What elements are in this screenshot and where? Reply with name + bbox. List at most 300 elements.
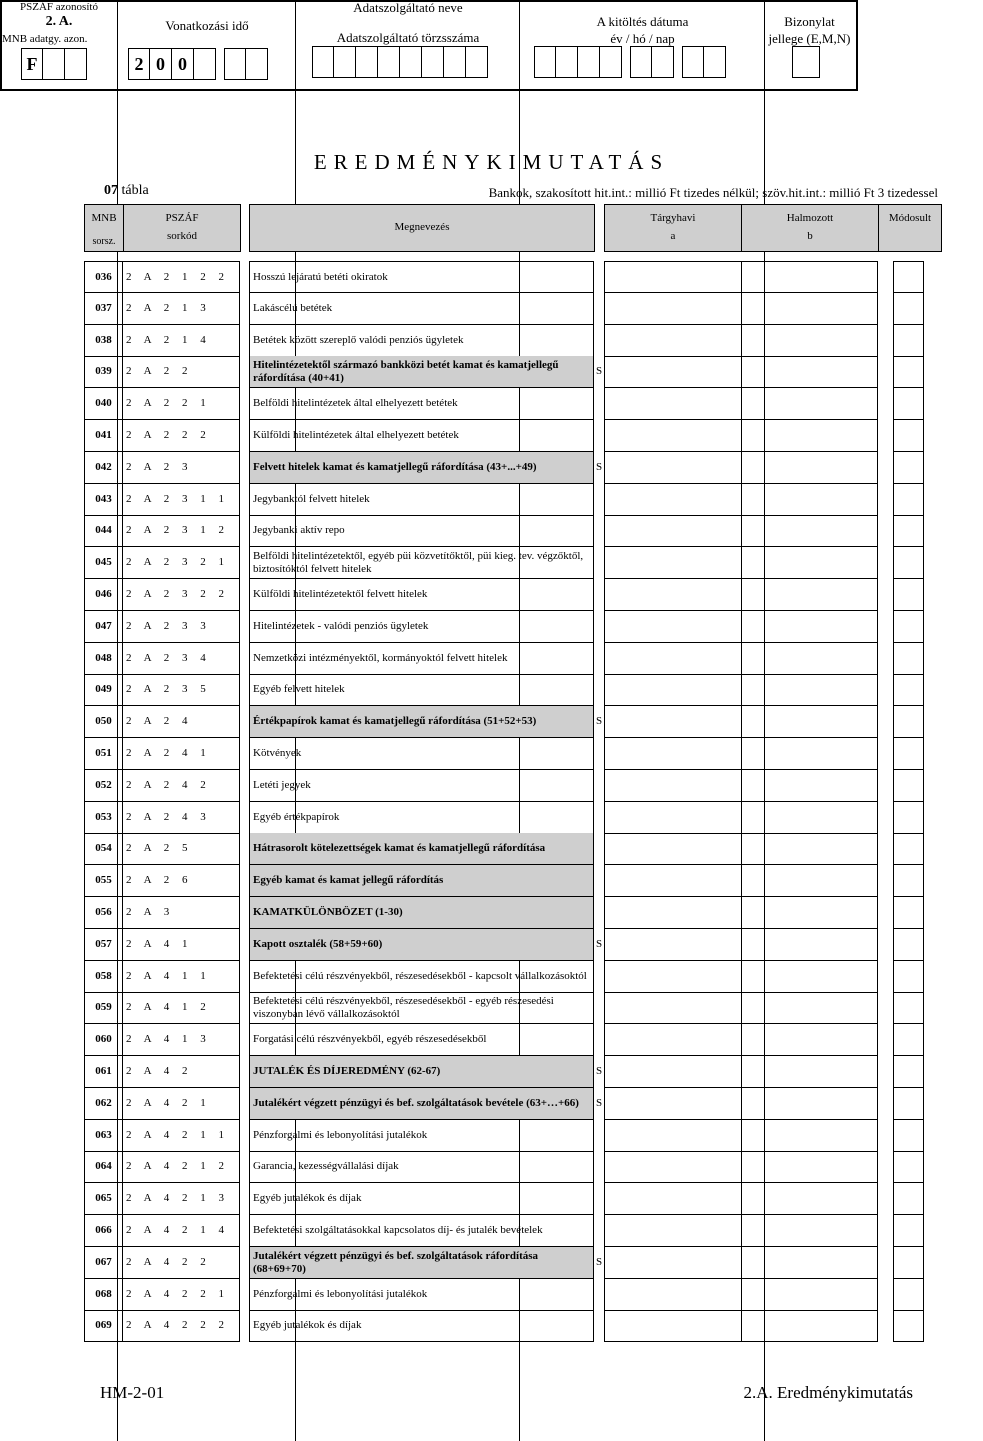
table-row (0, 674, 983, 706)
col-current-label: Tárgyhavi (650, 212, 696, 224)
row-modified-input[interactable] (893, 706, 924, 738)
row-current-input[interactable] (604, 293, 742, 325)
row-cumulative-input[interactable] (741, 674, 878, 706)
table-row (0, 1215, 983, 1247)
row-name: Garancia, kezességvállalási díjak (249, 1151, 594, 1183)
row-name: Jegybanki aktív repo (249, 515, 594, 547)
table-row (0, 420, 983, 452)
row-name: Befektetési szolgáltatásokkal kapcsolatos díj- és jutalék bevételek (249, 1215, 594, 1247)
table-row (0, 802, 983, 834)
row-current-input[interactable] (604, 388, 742, 420)
row-name: Nemzetközi intézményektől, kormányoktól felvett hitelek (249, 643, 594, 675)
row-current-input[interactable] (604, 1056, 742, 1088)
row-current-input[interactable] (604, 1024, 742, 1056)
row-modified-input[interactable] (893, 961, 924, 993)
row-cumulative-input[interactable] (741, 643, 878, 675)
table-row (0, 643, 983, 675)
row-cumulative-input[interactable] (741, 1215, 878, 1247)
row-name: Pénzforgalmi és lebonyolítási jutalékok (249, 1120, 594, 1152)
table-row (0, 706, 983, 738)
pszaf-id-value: 2. A. (45, 14, 73, 29)
row-number: 039 (84, 356, 123, 388)
table-row (0, 1279, 983, 1311)
row-name: Külföldi hitelintézetek által elhelyezett betétek (249, 420, 594, 452)
reg-box[interactable] (312, 46, 334, 78)
table-row (0, 388, 983, 420)
row-code: 2 A 2 1 3 (123, 293, 240, 325)
row-modified-input[interactable] (893, 1247, 924, 1279)
row-modified-input[interactable] (893, 325, 924, 357)
row-name: Külföldi hitelintézetektől felvett hitelek (249, 579, 594, 611)
row-name: Betétek között szereplő valódi penziós ügyletek (249, 325, 594, 357)
row-modified-input[interactable] (893, 1024, 924, 1056)
reg-box[interactable] (356, 46, 378, 78)
row-name: Egyéb felvett hitelek (249, 674, 594, 706)
row-code: 2 A 4 2 1 1 (123, 1120, 240, 1152)
row-modified-input[interactable] (893, 802, 924, 834)
col-name-label: Megnevezés (394, 221, 450, 233)
row-number: 060 (84, 1024, 123, 1056)
table-row (0, 1247, 983, 1279)
row-number: 046 (84, 579, 123, 611)
row-modified-input[interactable] (893, 1088, 924, 1120)
row-number: 049 (84, 674, 123, 706)
mnb-input[interactable] (21, 48, 87, 80)
row-cumulative-input[interactable] (741, 1279, 878, 1311)
row-current-input[interactable] (604, 961, 742, 993)
row-modified-input[interactable] (893, 484, 924, 516)
row-current-input[interactable] (604, 420, 742, 452)
table-word: tábla (121, 183, 149, 198)
row-number: 064 (84, 1151, 123, 1183)
row-name: Egyéb értékpapírok (249, 802, 594, 834)
row-cumulative-input[interactable] (741, 770, 878, 802)
row-current-input[interactable] (604, 1120, 742, 1152)
table-row (0, 1151, 983, 1183)
row-code: 2 A 2 4 2 (123, 770, 240, 802)
date-year-box[interactable] (556, 46, 578, 78)
table-row (0, 579, 983, 611)
row-number: 036 (84, 261, 123, 293)
date-month-box[interactable] (630, 46, 652, 78)
row-code: 2 A 4 2 1 4 (123, 1215, 240, 1247)
table-row (0, 770, 983, 802)
col-cumulative-sub: b (807, 230, 813, 242)
row-cumulative-input[interactable] (741, 1024, 878, 1056)
row-modified-input[interactable] (893, 452, 924, 484)
row-code: 2 A 4 2 2 (123, 1247, 240, 1279)
ref-time-digit-1[interactable]: 2 (128, 48, 150, 80)
row-cumulative-input[interactable] (741, 833, 878, 865)
date-input[interactable] (534, 46, 726, 78)
form-header (0, 0, 858, 91)
provider-name-label: Adatszolgáltató neve (353, 0, 463, 15)
ref-time-digit-3[interactable]: 0 (172, 48, 194, 80)
date-year-box[interactable] (534, 46, 556, 78)
row-cumulative-input[interactable] (741, 420, 878, 452)
row-sum-flag: S (596, 1065, 603, 1077)
row-modified-input[interactable] (893, 929, 924, 961)
row-code: 2 A 2 4 1 (123, 738, 240, 770)
row-number: 044 (84, 515, 123, 547)
ref-time-digit-4[interactable] (194, 48, 216, 80)
row-number: 058 (84, 961, 123, 993)
row-modified-input[interactable] (893, 1215, 924, 1247)
row-number: 056 (84, 897, 123, 929)
row-number: 063 (84, 1120, 123, 1152)
row-number: 067 (84, 1247, 123, 1279)
row-name: Hosszú lejáratú betéti okiratok (249, 261, 594, 293)
row-modified-input[interactable] (893, 261, 924, 293)
table-row (0, 1088, 983, 1120)
row-current-input[interactable] (604, 992, 742, 1024)
row-name: Kapott osztalék (58+59+60) (249, 929, 594, 961)
row-code: 2 A 2 3 5 (123, 674, 240, 706)
row-name: Belföldi hitelintézetek által elhelyezett betétek (249, 388, 594, 420)
provider-reg-label: Adatszolgáltató törzsszáma (336, 30, 480, 45)
date-label: A kitöltés dátuma (596, 14, 689, 29)
row-modified-input[interactable] (893, 579, 924, 611)
row-modified-input[interactable] (893, 738, 924, 770)
row-cumulative-input[interactable] (741, 706, 878, 738)
row-modified-input[interactable] (893, 293, 924, 325)
row-current-input[interactable] (604, 261, 742, 293)
col-mnb-label: MNB (91, 212, 117, 224)
row-code: 2 A 3 (123, 897, 240, 929)
row-modified-input[interactable] (893, 770, 924, 802)
page-title: EREDMÉNYKIMUTATÁS (313, 150, 670, 174)
row-sum-flag: S (596, 461, 603, 473)
row-current-input[interactable] (604, 1088, 742, 1120)
row-current-input[interactable] (604, 547, 742, 579)
row-code: 2 A 2 1 4 (123, 325, 240, 357)
date-sub-label: év / hó / nap (610, 31, 675, 46)
row-sum-flag: S (596, 1097, 603, 1109)
row-modified-input[interactable] (893, 1120, 924, 1152)
table-number-value: 07 (104, 183, 118, 198)
col-pszaf-label: PSZÁF (165, 212, 199, 224)
row-name: Befektetési célú részvényekből, részesedésekből - kapcsolt vállalkozásoktól (249, 961, 594, 993)
row-current-input[interactable] (604, 1247, 742, 1279)
mnb-box-2[interactable] (43, 48, 65, 80)
row-modified-input[interactable] (893, 515, 924, 547)
row-current-input[interactable] (604, 1151, 742, 1183)
row-cumulative-input[interactable] (741, 1151, 878, 1183)
row-name: Befektetési célú részvényekből, részesedésekből - egyéb részesedési viszonyban lévő vállalkozásoktól (249, 992, 594, 1024)
row-code: 2 A 2 2 1 (123, 388, 240, 420)
row-modified-input[interactable] (893, 674, 924, 706)
row-current-input[interactable] (604, 1183, 742, 1215)
row-code: 2 A 4 2 1 2 (123, 1151, 240, 1183)
row-code: 2 A 4 2 (123, 1056, 240, 1088)
row-code: 2 A 2 3 1 2 (123, 515, 240, 547)
row-number: 062 (84, 1088, 123, 1120)
row-code: 2 A 4 1 2 (123, 992, 240, 1024)
row-current-input[interactable] (604, 452, 742, 484)
row-number: 051 (84, 738, 123, 770)
row-number: 047 (84, 611, 123, 643)
row-code: 2 A 2 4 (123, 706, 240, 738)
table-row (0, 547, 983, 579)
row-cumulative-input[interactable] (741, 1056, 878, 1088)
row-cumulative-input[interactable] (741, 611, 878, 643)
row-name: Pénzforgalmi és lebonyolítási jutalékok (249, 1279, 594, 1311)
row-cumulative-input[interactable] (741, 356, 878, 388)
reg-box[interactable] (400, 46, 422, 78)
row-code: 2 A 2 1 2 2 (123, 261, 240, 293)
row-code: 2 A 2 6 (123, 865, 240, 897)
row-cumulative-input[interactable] (741, 325, 878, 357)
table-row (0, 897, 983, 929)
row-current-input[interactable] (604, 929, 742, 961)
ref-time-digit-6[interactable] (246, 48, 268, 80)
table-row (0, 611, 983, 643)
row-modified-input[interactable] (893, 1151, 924, 1183)
row-current-input[interactable] (604, 1310, 742, 1342)
row-name: Egyéb kamat és kamat jellegű ráfordítás (249, 865, 594, 897)
row-name: Forgatási célú részvényekből, egyéb részesedésekből (249, 1024, 594, 1056)
row-number: 041 (84, 420, 123, 452)
row-modified-input[interactable] (893, 865, 924, 897)
row-modified-input[interactable] (893, 356, 924, 388)
table-row (0, 738, 983, 770)
date-month-box[interactable] (652, 46, 674, 78)
row-cumulative-input[interactable] (741, 865, 878, 897)
col-cumulative-label: Halmozott (786, 212, 834, 224)
doc-type-label: Bizonylat (784, 14, 835, 29)
date-day-box[interactable] (704, 46, 726, 78)
row-name: Jegybanktól felvett hitelek (249, 484, 594, 516)
row-cumulative-input[interactable] (741, 961, 878, 993)
reg-box[interactable] (334, 46, 356, 78)
table-row (0, 1056, 983, 1088)
row-current-input[interactable] (604, 770, 742, 802)
row-cumulative-input[interactable] (741, 992, 878, 1024)
row-sum-flag: S (596, 365, 603, 377)
footer-form-code: HM-2-01 (100, 1383, 165, 1402)
row-name: Hitelintézetektől származó bankközi betét kamat és kamatjellegű ráfordítása (40+41) (249, 356, 594, 388)
row-modified-input[interactable] (893, 611, 924, 643)
row-name: Hátrasorolt kötelezettségek kamat és kamatjellegű ráfordítása (249, 833, 594, 865)
row-number: 055 (84, 865, 123, 897)
row-number: 068 (84, 1279, 123, 1311)
mnb-box-1[interactable]: F (21, 48, 43, 80)
col-current-header (604, 204, 742, 252)
table-row (0, 833, 983, 865)
row-code: 2 A 2 2 (123, 356, 240, 388)
doc-type-box[interactable] (792, 46, 820, 78)
col-modified-header (878, 204, 942, 252)
date-year-box[interactable] (600, 46, 622, 78)
row-number: 069 (84, 1310, 123, 1342)
row-modified-input[interactable] (893, 1279, 924, 1311)
table-row (0, 293, 983, 325)
row-name: Egyéb jutalékok és díjak (249, 1310, 594, 1342)
row-modified-input[interactable] (893, 547, 924, 579)
row-name: Hitelintézetek - valódi penziós ügyletek (249, 611, 594, 643)
row-current-input[interactable] (604, 802, 742, 834)
reg-box[interactable] (422, 46, 444, 78)
doc-type-sub-label: jellege (E,M,N) (768, 31, 851, 46)
pszaf-id-label: PSZÁF azonosító (20, 1, 98, 13)
col-name-header (249, 204, 595, 252)
reg-box[interactable] (466, 46, 488, 78)
row-cumulative-input[interactable] (741, 579, 878, 611)
row-current-input[interactable] (604, 1279, 742, 1311)
row-modified-input[interactable] (893, 388, 924, 420)
row-code: 2 A 4 2 2 2 (123, 1310, 240, 1342)
mnb-label: MNB adatgy. azon. (2, 33, 88, 45)
row-cumulative-input[interactable] (741, 1088, 878, 1120)
table-row (0, 865, 983, 897)
ref-time-label: Vonatkozási idő (165, 18, 249, 33)
row-code: 2 A 4 1 3 (123, 1024, 240, 1056)
row-code: 2 A 2 3 2 1 (123, 547, 240, 579)
footer-title: 2.A. Eredménykimutatás (743, 1383, 913, 1402)
reg-box[interactable] (444, 46, 466, 78)
row-code: 2 A 2 4 3 (123, 802, 240, 834)
table-row (0, 1183, 983, 1215)
row-current-input[interactable] (604, 643, 742, 675)
row-code: 2 A 2 3 4 (123, 643, 240, 675)
row-cumulative-input[interactable] (741, 929, 878, 961)
row-number: 059 (84, 992, 123, 1024)
row-number: 043 (84, 484, 123, 516)
col-pszaf-header (123, 204, 241, 252)
col-pszaf-sub: sorkód (167, 230, 197, 242)
units-note: Bankok, szakosított hit.int.: millió Ft tizedes nélkül; szöv.hit.int.: millió Ft 3 tizedessel (488, 185, 938, 200)
ref-time-digit-5[interactable] (224, 48, 246, 80)
row-number: 054 (84, 833, 123, 865)
table-row (0, 1310, 983, 1342)
doc-type-input[interactable] (792, 46, 820, 78)
table-row (0, 452, 983, 484)
row-number: 048 (84, 643, 123, 675)
row-code: 2 A 2 2 2 (123, 420, 240, 452)
row-number: 040 (84, 388, 123, 420)
row-cumulative-input[interactable] (741, 802, 878, 834)
table-row (0, 929, 983, 961)
reg-box[interactable] (378, 46, 400, 78)
col-cumulative-header (741, 204, 879, 252)
row-code: 2 A 2 3 2 2 (123, 579, 240, 611)
row-cumulative-input[interactable] (741, 897, 878, 929)
table-number (104, 183, 149, 199)
row-code: 2 A 4 2 2 1 (123, 1279, 240, 1311)
date-day-box[interactable] (682, 46, 704, 78)
row-current-input[interactable] (604, 1215, 742, 1247)
row-current-input[interactable] (604, 579, 742, 611)
row-sum-flag: S (596, 715, 603, 727)
col-current-sub: a (670, 230, 676, 242)
row-cumulative-input[interactable] (741, 293, 878, 325)
row-current-input[interactable] (604, 674, 742, 706)
col-mnb-sub: sorsz. (92, 236, 116, 247)
row-current-input[interactable] (604, 611, 742, 643)
row-name: Értékpapírok kamat és kamatjellegű ráfordítása (51+52+53) (249, 706, 594, 738)
row-current-input[interactable] (604, 515, 742, 547)
row-number: 037 (84, 293, 123, 325)
date-year-box[interactable] (578, 46, 600, 78)
row-modified-input[interactable] (893, 1183, 924, 1215)
row-code: 2 A 2 3 3 (123, 611, 240, 643)
ref-time-digit-2[interactable]: 0 (150, 48, 172, 80)
row-current-input[interactable] (604, 706, 742, 738)
row-name: Belföldi hitelintézetektől, egyéb püi közvetítőktől, püi kieg. tev. végzőktől, biztosítóktól felvett hitelek (249, 547, 594, 579)
row-cumulative-input[interactable] (741, 547, 878, 579)
row-number: 065 (84, 1183, 123, 1215)
row-cumulative-input[interactable] (741, 452, 878, 484)
row-name: Letéti jegyek (249, 770, 594, 802)
table-row (0, 1120, 983, 1152)
row-cumulative-input[interactable] (741, 261, 878, 293)
row-number: 057 (84, 929, 123, 961)
row-modified-input[interactable] (893, 992, 924, 1024)
row-cumulative-input[interactable] (741, 1183, 878, 1215)
row-cumulative-input[interactable] (741, 1310, 878, 1342)
ref-time-input[interactable] (128, 48, 268, 80)
row-number: 066 (84, 1215, 123, 1247)
row-modified-input[interactable] (893, 643, 924, 675)
row-cumulative-input[interactable] (741, 515, 878, 547)
row-modified-input[interactable] (893, 1056, 924, 1088)
row-code: 2 A 4 1 1 (123, 961, 240, 993)
table-row (0, 961, 983, 993)
row-number: 042 (84, 452, 123, 484)
row-name: Egyéb jutalékok és díjak (249, 1183, 594, 1215)
row-current-input[interactable] (604, 325, 742, 357)
row-cumulative-input[interactable] (741, 388, 878, 420)
row-number: 050 (84, 706, 123, 738)
row-current-input[interactable] (604, 484, 742, 516)
row-current-input[interactable] (604, 356, 742, 388)
row-modified-input[interactable] (893, 897, 924, 929)
row-current-input[interactable] (604, 865, 742, 897)
row-modified-input[interactable] (893, 833, 924, 865)
row-code: 2 A 4 2 1 (123, 1088, 240, 1120)
row-number: 053 (84, 802, 123, 834)
row-cumulative-input[interactable] (741, 1120, 878, 1152)
table-row (0, 484, 983, 516)
mnb-box-3[interactable] (65, 48, 87, 80)
row-cumulative-input[interactable] (741, 738, 878, 770)
row-modified-input[interactable] (893, 420, 924, 452)
row-modified-input[interactable] (893, 1310, 924, 1342)
col-modified-label: Módosult (888, 212, 932, 224)
row-number: 045 (84, 547, 123, 579)
table-row (0, 1024, 983, 1056)
row-name: Jutalékért végzett pénzügyi és bef. szolgáltatások bevétele (63+…+66) (249, 1088, 594, 1120)
row-cumulative-input[interactable] (741, 1247, 878, 1279)
provider-reg-input[interactable] (312, 46, 488, 78)
row-name: JUTALÉK ÉS DÍJEREDMÉNY (62-67) (249, 1056, 594, 1088)
row-code: 2 A 2 5 (123, 833, 240, 865)
row-name: Felvett hitelek kamat és kamatjellegű ráfordítása (43+...+49) (249, 452, 594, 484)
row-code: 2 A 4 2 1 3 (123, 1183, 240, 1215)
table-row (0, 992, 983, 1024)
table-row (0, 515, 983, 547)
row-sum-flag: S (596, 1256, 603, 1268)
row-current-input[interactable] (604, 738, 742, 770)
table-row (0, 356, 983, 388)
row-cumulative-input[interactable] (741, 484, 878, 516)
row-number: 061 (84, 1056, 123, 1088)
row-name: Kötvények (249, 738, 594, 770)
col-mnb-header (84, 204, 124, 252)
row-current-input[interactable] (604, 833, 742, 865)
row-name: Lakáscélú betétek (249, 293, 594, 325)
row-current-input[interactable] (604, 897, 742, 929)
